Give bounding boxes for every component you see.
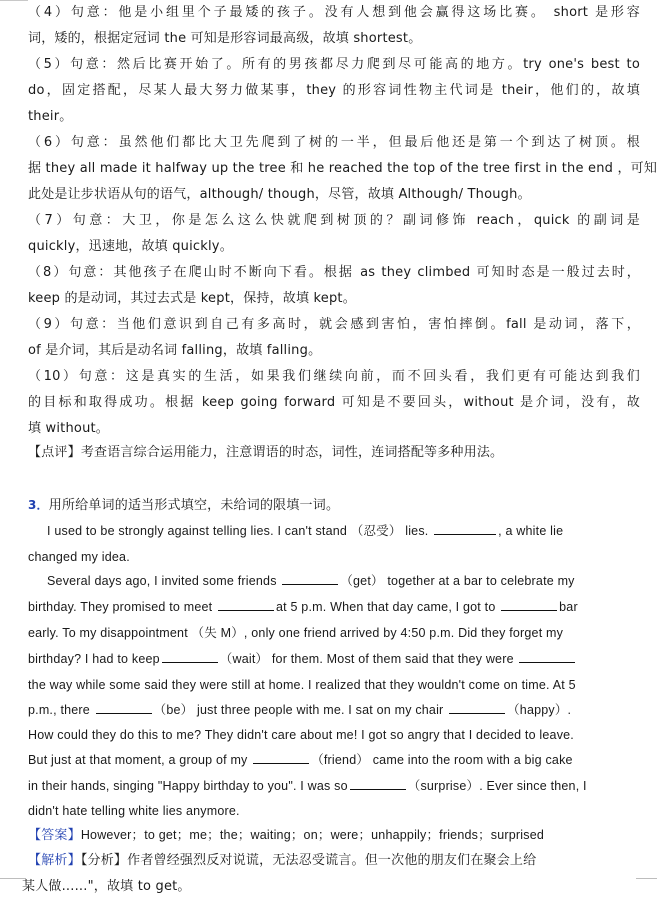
passage-line-7: the way while some said they were still at home. I realized that they wouldn't come on time. At 5 (28, 678, 576, 692)
passage-line-4 (28, 594, 640, 620)
blank-9[interactable] (253, 749, 309, 764)
passage-text: in their hands, singing "Happy birthday to you". I was so (28, 779, 348, 793)
passage-text: p.m., there (28, 703, 94, 717)
answer-text: However；to get；me；the；waiting；on；were；unhappily；friends；surprised (80, 828, 545, 842)
analysis-label: 【解析】 (28, 853, 81, 868)
blank-5[interactable] (162, 648, 218, 663)
explanation-7-line-1: （7）句意：大卫，你是怎么这么快就爬到树顶的？副词修饰 reach，quick 的副词是 (28, 213, 640, 228)
explanation-6-line-1: （6）句意：虽然他们都比大卫先爬到了树的一半，但最后他还是第一个到达了树顶。根 (28, 135, 640, 150)
blank-2[interactable] (282, 570, 338, 585)
comment-label: 【点评】 (28, 445, 81, 460)
question-instruction: 用所给单词的适当形式填空，未给词的限填一词。 (48, 498, 340, 513)
passage-text: （be） just three people with me. I sat on my chair (153, 703, 448, 717)
blank-10[interactable] (350, 775, 406, 790)
explanation-5-line-2: do，固定搭配，尽某人最大努力做某事，they 的形容词性物主代词是 their，他们的，故填 (28, 83, 640, 98)
question-number: 3． (28, 498, 49, 512)
passage-line-8 (28, 697, 640, 723)
comment-text: 考查语言综合运用能力，注意谓语的时态，词性，连词搭配等多种用法。 (80, 445, 504, 460)
explanation-6-line-3: 此处是让步状语从句的语气，although/ though，尽管，故填 Although/ Though。 (28, 187, 531, 202)
answer-label: 【答案】 (28, 828, 81, 843)
passage-text: （surprise）. Ever since then, I (407, 779, 587, 793)
passage-line-6 (28, 646, 640, 672)
explanation-8-line-2: keep 的是动词，其过去式是 kept，保持，故填 kept。 (28, 291, 356, 306)
blank-3[interactable] (218, 596, 274, 611)
passage-text: at 5 p.m. When that day came, I got to (275, 600, 500, 614)
explanation-9-line-2: of 是介词，其后是动名词 falling，故填 falling。 (28, 343, 322, 358)
passage-text: birthday? I had to keep (28, 652, 160, 666)
question-3-header (28, 492, 640, 519)
passage-text: birthday. They promised to meet (28, 600, 216, 614)
passage-line-9: How could they do this to me? They didn't care about me! I got so angry that I decided to leave. (28, 728, 574, 742)
explanation-5-line-1: （5）句意：然后比赛开始了。所有的男孩都尽力爬到尽可能高的地方。try one's best to (28, 57, 640, 72)
explanation-6-line-2: 据 they all made it halfway up the tree 和 he reached the top of the tree first in the end ，可知 (28, 161, 657, 176)
analysis-continuation: 某人做......"，故填 to get。 (22, 879, 191, 894)
passage-text: （friend） came into the room with a big cake (311, 753, 573, 767)
blank-4[interactable] (501, 596, 557, 611)
passage-text: But just at that moment, a group of my (28, 753, 252, 767)
blank-8[interactable] (449, 699, 505, 714)
answer-row (28, 822, 640, 849)
passage-line-10 (28, 747, 640, 773)
passage-text: （get） together at a bar to celebrate my (340, 574, 575, 588)
page-corner-mark (0, 0, 28, 1)
passage-line-1 (47, 518, 640, 544)
explanation-7-line-2: quickly，迅速地，故填 quickly。 (28, 239, 233, 254)
explanation-4-line-2: 词，矮的，根据定冠词 the 可知是形容词最高级，故填 shortest。 (28, 31, 422, 46)
explanation-8-line-1: （8）句意：其他孩子在爬山时不断向下看。根据 as they climbed 可知时态是一般过去时， (28, 265, 640, 280)
passage-line-3 (47, 568, 640, 594)
explanation-10-line-3: 填 without。 (28, 421, 110, 436)
explanation-9-line-1: （9）句意：当他们意识到自己有多高时，就会感到害怕，害怕摔倒。fall 是动词，落下， (28, 317, 640, 332)
comment-row (28, 440, 640, 466)
analysis-row (28, 848, 640, 874)
passage-line-2: changed my idea. (28, 550, 130, 564)
passage-line-11 (28, 773, 640, 799)
passage-text: （wait） for them. Most of them said that they were (219, 652, 518, 666)
analysis-text: 【分析】作者曾经强烈反对说谎，无法忍受谎言。但一次他的朋友们在聚会上给 (80, 853, 537, 868)
passage-line-12: didn't hate telling white lies anymore. (28, 804, 240, 818)
blank-7[interactable] (96, 699, 152, 714)
explanation-4-line-1: （4）句意：他是小组里个子最矮的孩子。没有人想到他会赢得这场比赛。 short 是形容 (28, 5, 640, 20)
passage-text: Several days ago, I invited some friends (47, 574, 281, 588)
blank-1[interactable] (434, 520, 496, 535)
passage-text: bar (559, 600, 578, 614)
explanation-10-line-1: （10）句意：这是真实的生活，如果我们继续向前，而不回头看，我们更有可能达到我们 (28, 369, 640, 384)
passage-text: （happy）. (507, 703, 572, 717)
explanation-10-line-2: 的目标和取得成功。根据 keep going forward 可知是不要回头，without 是介词，没有，故 (28, 395, 640, 410)
passage-text: , a white lie (498, 524, 564, 538)
passage-line-5: early. To my disappointment （失 M）, only one friend arrived by 4:50 p.m. Did they forget my (28, 626, 564, 640)
page-break-rule-right (636, 878, 657, 879)
explanation-5-line-3: their。 (28, 109, 73, 124)
blank-6[interactable] (519, 648, 575, 663)
passage-text: I used to be strongly against telling lies. I can't stand （忍受） lies. (47, 524, 433, 538)
